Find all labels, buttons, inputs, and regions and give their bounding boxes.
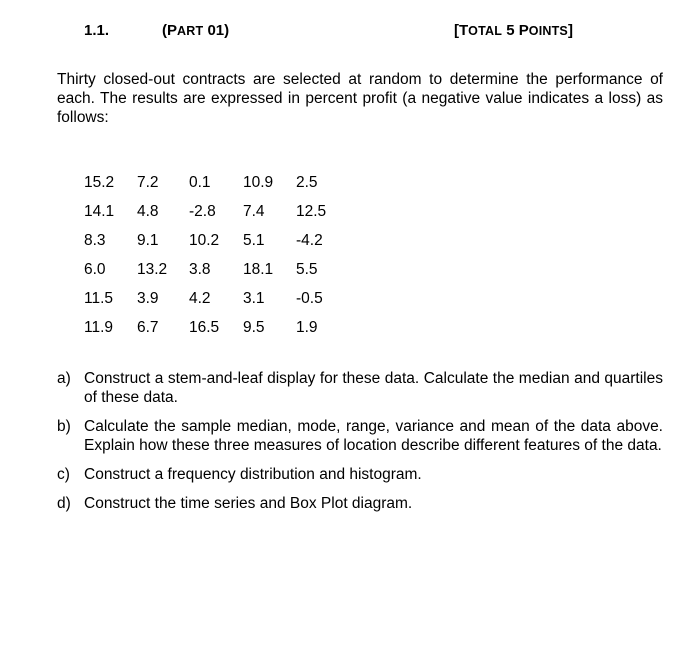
data-cell: 10.2 [189,231,220,249]
data-row [78,255,346,284]
data-cell: 2.5 [296,173,318,191]
total-smallcaps-1: OTAL [468,24,503,38]
data-cell: -4.2 [296,231,323,249]
data-cell: -2.8 [189,202,216,220]
part-label-open: (P [162,22,177,39]
data-cell: 7.4 [243,202,265,220]
question-item [57,494,663,513]
question-marker: a) [57,370,71,387]
data-cell: 11.9 [84,318,114,336]
question-marker: d) [57,495,71,512]
data-cell: 16.5 [189,318,220,336]
question-text: Construct a stem-and-leaf display for these data. Calculate the median and quartiles of these data. [84,370,663,406]
data-cell: 11.5 [84,289,114,307]
data-cell: 9.5 [243,318,265,336]
part-label-number: 01) [203,22,230,39]
data-cell: 18.1 [243,260,274,278]
question-header [84,22,584,42]
data-cell: 8.3 [84,231,106,249]
total-number: 5 P [502,22,529,39]
data-row [78,168,346,197]
data-cell: 3.1 [243,289,265,307]
data-cell: 6.0 [84,260,106,278]
data-row [78,197,346,226]
data-cell: 6.7 [137,318,159,336]
data-cell: 5.1 [243,231,265,249]
question-item [57,417,663,455]
data-cell: 9.1 [137,231,159,249]
data-cell: -0.5 [296,289,323,307]
data-row [78,313,346,342]
question-number: 1.1. [84,22,110,39]
question-text: Calculate the sample median, mode, range, variance and mean of the data above. Explain how these three measures of location describe different features of the data. [84,418,663,454]
total-smallcaps-2: OINTS [528,24,568,38]
total-close: ] [567,22,573,39]
questions-list [57,369,663,523]
data-cell: 10.9 [243,173,274,191]
profit-data-table [78,168,346,342]
question-item [57,369,663,407]
data-cell: 4.8 [137,202,159,220]
question-marker: c) [57,466,70,483]
data-cell: 4.2 [189,289,211,307]
data-cell: 12.5 [296,202,327,220]
data-cell: 5.5 [296,260,318,278]
data-cell: 14.1 [84,202,115,220]
data-cell: 1.9 [296,318,318,336]
data-cell: 13.2 [137,260,168,278]
total-points-label [454,22,573,39]
data-cell: 7.2 [137,173,159,191]
data-cell: 15.2 [84,173,115,191]
data-cell: 3.9 [137,289,159,307]
intro-paragraph: Thirty closed-out contracts are selected at random to determine the performance of each. The results are expressed in percent profit (a negative value indicates a loss) as follows: [57,71,663,126]
question-item [57,465,663,484]
question-text: Construct a frequency distribution and histogram. [84,466,422,483]
data-row [78,226,346,255]
part-label-smallcaps: ART [177,24,204,38]
question-text: Construct the time series and Box Plot diagram. [84,495,413,512]
total-open: [T [454,22,469,39]
part-label [162,22,229,39]
question-marker: b) [57,418,71,435]
data-cell: 0.1 [189,173,211,191]
data-cell: 3.8 [189,260,211,278]
data-row [78,284,346,313]
